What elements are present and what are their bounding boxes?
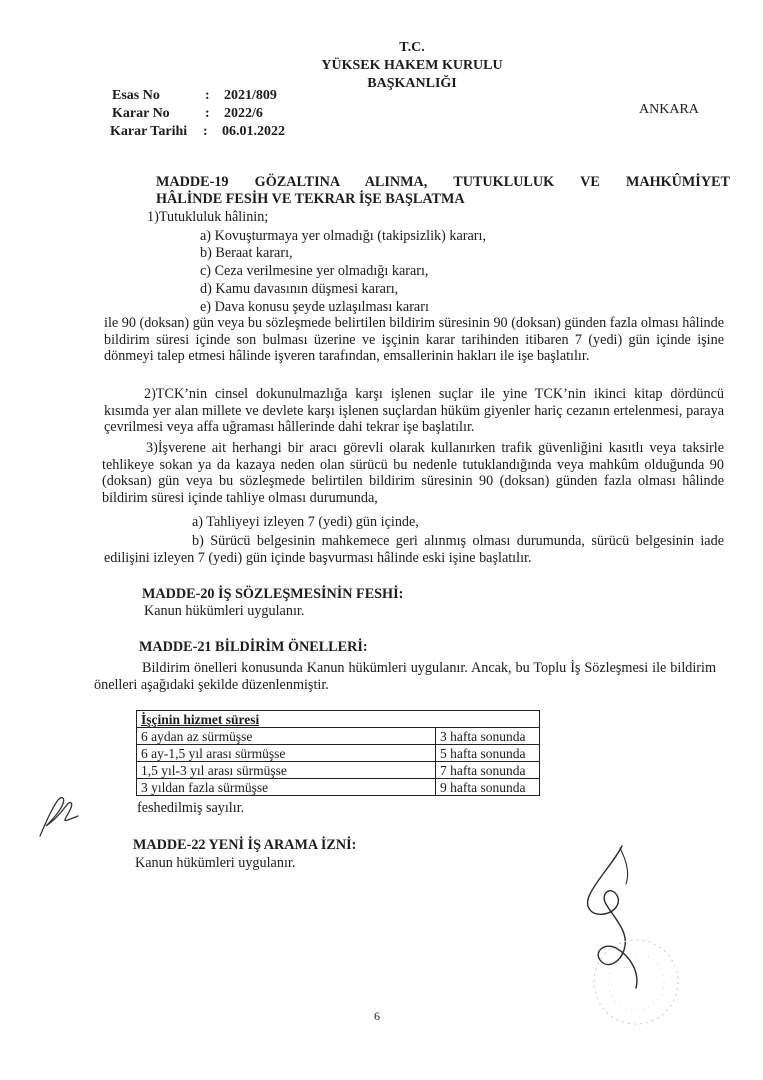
madde19-item-d: d) Kamu davasının düşmesi kararı, (200, 281, 399, 297)
madde19-item-c: c) Ceza verilmesine yer olmadığı kararı, (200, 263, 429, 279)
madde21-after: feshedilmiş sayılır. (137, 800, 245, 816)
madde19-title-line2: HÂLİNDE FESİH VE TEKRAR İŞE BAŞLATMA (156, 191, 465, 207)
madde19-title-line1: MADDE-19 GÖZALTINA ALINMA, TUTUKLULUK VE MAHKÛMİYET (156, 174, 730, 190)
madde20-body: Kanun hükümleri uygulanır. (144, 603, 305, 619)
karar-label: Karar No (112, 106, 170, 121)
notice-cell: 5 hafta sonunda (436, 745, 540, 762)
madde21-body: Bildirim önelleri konusunda Kanun hükümleri uygulanır. Ancak, bu Toplu İş Sözleşmesi ile bildirim önelleri aşağıdaki şekilde düzenlenmiştir. (94, 660, 716, 693)
header-city: ANKARA (639, 102, 699, 117)
table-header-row (137, 711, 540, 728)
karar-value: 2022/6 (224, 106, 263, 121)
madde19-item-a: a) Kovuşturmaya yer olmadığı (takipsizlik) kararı, (200, 228, 487, 244)
madde19-p3-a: a) Tahliyeyi izleyen 7 (yedi) gün içinde, (192, 514, 419, 530)
madde19-item-e: e) Dava konusu şeyde uzlaşılması kararı (200, 299, 429, 315)
madde19-p1-intro: 1)Tutukluluk hâlinin; (147, 209, 269, 225)
handwritten-initials-icon (32, 792, 92, 842)
madde19-p3-b: b) Sürücü belgesinin mahkemece geri alınmış olması durumunda, sürücü belgesinin iade edilişini izleyen 7 (yedi) gün içinde başvurması hâlinde eski işine başlatılır. (104, 533, 724, 566)
notice-period-table (136, 710, 540, 796)
notice-cell: 9 hafta sonunda (436, 779, 540, 796)
faint-stamp-icon (580, 930, 690, 1030)
madde21-title: MADDE-21 BİLDİRİM ÖNELLERİ: (139, 639, 368, 655)
madde20-title: MADDE-20 İŞ SÖZLEŞMESİNİN FESHİ: (142, 586, 404, 602)
period-cell: 6 ay-1,5 yıl arası sürmüşse (137, 745, 436, 762)
madde19-p1-body: ile 90 (doksan) gün veya bu sözleşmede belirtilen bildirim süresinin 90 (doksan) günden fazla olması hâlinde bildirim süresi içinde son bulması üzerine ve işçinin karar tarihinden itibaren 7 (yedi) gün içinde işine dönmeyi talep etmesi hâlinde işveren tarafından, emsallerinin hakları ile işe başlatılır. (104, 315, 724, 364)
table-row (137, 728, 540, 745)
karar-sep: : (205, 106, 210, 121)
header-tc: T.C. (399, 40, 425, 55)
esas-label: Esas No (112, 88, 160, 103)
tarih-label: Karar Tarihi (110, 124, 188, 139)
header-presidency: BAŞKANLIĞI (367, 76, 457, 91)
madde19-p2: 2)TCK’nin cinsel dokunulmazlığa karşı işlenen suçlar ile yine TCK’nin ikinci kitap dördüncü kısımda yer alan millete ve devlete karşı işlenen suçlardan hüküm giyenler hariç cezanın ertelenmesi, paraya çevrilmesi veya affa uğraması hâllerinde dahi tekrar işe başlatılır. (104, 386, 724, 435)
madde19-item-b: b) Beraat kararı, (200, 245, 293, 261)
notice-cell: 7 hafta sonunda (436, 762, 540, 779)
esas-value: 2021/809 (224, 88, 277, 103)
table-row (137, 745, 540, 762)
madde22-body: Kanun hükümleri uygulanır. (135, 855, 296, 871)
tarih-sep: : (203, 124, 208, 139)
madde19-p3: 3)İşverene ait herhangi bir aracı görevli olarak kullanırken trafik güvenliğini kasıtlı veya taksirle tehlikeye sokan ya da kazaya neden olan sürücü bu nedenle tutuklandığında veya mahkûm olduğunda 90 (doksan) gün veya bu sözleşmede belirtilen bildirim süresinin 90 (doksan) günden fazla olması hâlinde bildirim süresi içinde tahliye olması durumunda, (102, 440, 724, 506)
table-row (137, 762, 540, 779)
period-cell: 3 yıldan fazla sürmüşse (137, 779, 436, 796)
period-cell: 6 aydan az sürmüşse (137, 728, 436, 745)
period-cell: 1,5 yıl-3 yıl arası sürmüşse (137, 762, 436, 779)
tarih-value: 06.01.2022 (222, 124, 285, 139)
table-header-cell (137, 711, 540, 728)
madde22-title: MADDE-22 YENİ İŞ ARAMA İZNİ: (133, 837, 357, 853)
esas-sep: : (205, 88, 210, 103)
notice-cell: 3 hafta sonunda (436, 728, 540, 745)
table-row (137, 779, 540, 796)
table-header-text: İşçinin hizmet süresi (141, 711, 260, 727)
page-number: 6 (374, 1009, 380, 1023)
header-institution: YÜKSEK HAKEM KURULU (321, 58, 503, 73)
